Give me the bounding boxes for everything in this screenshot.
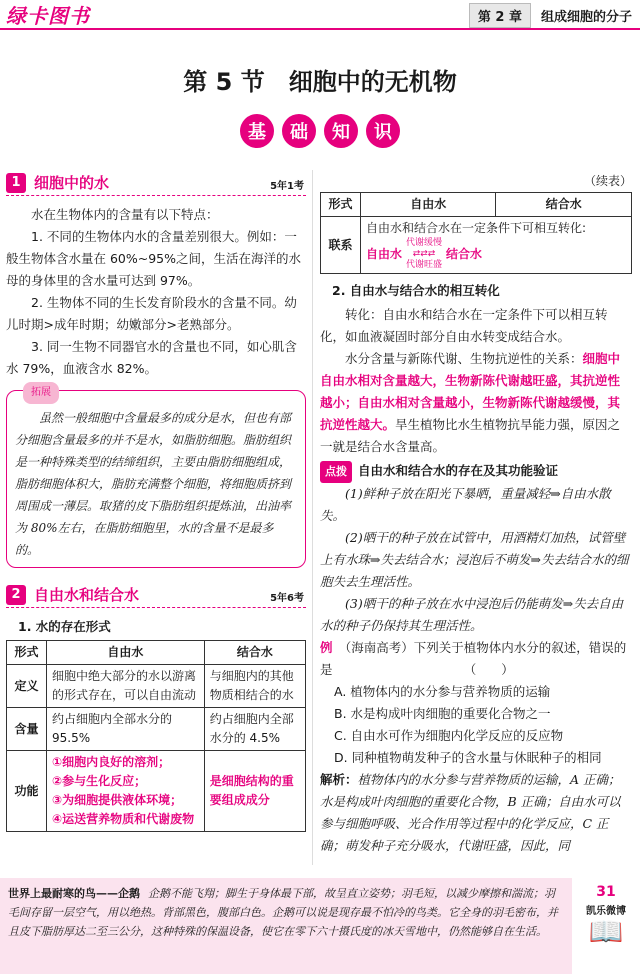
table-cell: 约占细胞内全部水分的 4.5% [204, 708, 305, 751]
chapter-name: 组成细胞的分子 [540, 9, 632, 25]
table-header-row [7, 641, 306, 665]
question-text: （海南高考）下列关于植物体内水分的叙述，错误的是 （ ） [320, 640, 627, 677]
table-cell [47, 751, 205, 832]
table-header: 形式 [321, 193, 361, 217]
section-number: 2 [6, 585, 26, 605]
fun-fact-footer [0, 878, 572, 974]
table-header: 形式 [7, 641, 47, 665]
table-row [321, 217, 632, 274]
extension-tag: 拓展 [23, 382, 59, 404]
example-question [320, 637, 632, 681]
water-forms-table [6, 640, 306, 832]
function-item: ②参与生化反应； [52, 774, 147, 788]
table-header: 自由水 [361, 193, 496, 217]
subheading: 2. 自由水与结合水的相互转化 [332, 283, 500, 298]
footer-text: 企鹅不能飞翔；脚生于身体最下部，故呈直立姿势；羽毛短，以减少摩擦和湍流；羽毛间存留一层空气，用以绝热。背部黑色，腹部白色。企鹅可以说是现存最不怕冷的鸟类。它全身的羽毛密布，并且皮下脂肪厚达二至三公分，这种特殊的保温设备，使它在零下六十摄氏度的冰天雪地中，仍然能够自在生活。 [8, 887, 558, 938]
table-header-row [321, 193, 632, 217]
continued-label: （续表） [583, 174, 632, 188]
page-header [0, 0, 640, 30]
section-title: 细胞中的水 [34, 173, 110, 192]
paragraph: 3. 同一生物不同器官水的含量也不同，如心肌含水 79%，血液含水 82%。 [6, 339, 297, 376]
tip-title: 自由水和结合水的存在及其功能验证 [358, 463, 559, 478]
chapter-info [469, 2, 632, 28]
page-number-area [578, 884, 634, 947]
table-header: 结合水 [204, 641, 305, 665]
publisher-brand: 绿卡图书 [6, 4, 90, 28]
exam-frequency: 5年1考 [270, 181, 304, 192]
table-row [7, 665, 306, 708]
section-number: 1 [6, 173, 26, 193]
row-label: 联系 [321, 217, 361, 274]
exam-frequency: 5年6考 [270, 593, 304, 604]
paragraph-lead: 水分含量与新陈代谢、生物抗逆性的关系： [345, 351, 583, 366]
double-arrow-icon: ⇄⇄⇄ [412, 249, 436, 259]
right-column [320, 170, 632, 857]
paragraph [320, 348, 632, 458]
footer-brand: 凯乐微博 [586, 906, 626, 917]
experiment-item: (1)鲜种子放在阳光下暴晒，重量减轻⇒自由水散失。 [320, 486, 611, 523]
table-row [7, 751, 306, 832]
row-label: 定义 [7, 665, 47, 708]
table-cell: 是细胞结构的重要组成成分 [204, 751, 305, 832]
key-point: 细胞中自由水相对含量越大，生物新陈代谢越旺盛，其抗逆性越小；自由水相对含量越小，生物新陈代谢越缓慢，其抗逆性越大。 [320, 351, 621, 432]
analysis-text: 植物体内的水分参与营养物质的运输，A 正确；水是构成叶肉细胞的重要化合物，B 正确；自由水可以参与细胞呼吸、光合作用等过程中的化学反应，C 正确；萌发种子充分吸水，代谢旺盛，因此，同 [320, 772, 621, 853]
arrow-bottom-label: 代谢旺盛 [406, 260, 443, 270]
conversion-diagram [366, 238, 626, 271]
basic-knowledge-banner [240, 114, 400, 148]
extension-box [6, 387, 306, 568]
table-cell: 与细胞内的其他物质相结合的水 [204, 665, 305, 708]
experiment-item: (2)晒干的种子放在试管中，用酒精灯加热，试管壁上有水珠⇒失去结合水；浸泡后不萌发⇒失去结合水的细胞失去生理活性。 [320, 530, 629, 589]
conversion-arrows [406, 238, 442, 271]
experiment-item: (3)晒干的种子放在水中浸泡后仍能萌发⇒失去自由水的种子仍保持其生理活性。 [320, 596, 624, 633]
paragraph: 水在生物体内的含量有以下特点： [31, 207, 219, 222]
free-water-label: 自由水 [366, 247, 403, 261]
banner-char: 识 [366, 114, 400, 148]
function-item: ①细胞内良好的溶剂； [52, 755, 171, 769]
column-divider [312, 170, 313, 865]
subheading: 1. 水的存在形式 [18, 619, 111, 634]
banner-char: 知 [324, 114, 358, 148]
table-cell: 细胞中绝大部分的水以游离的形式存在，可以自由流动 [47, 665, 205, 708]
continued-table [320, 192, 632, 274]
table-cell: 约占细胞内全部水分的 95.5% [47, 708, 205, 751]
paragraph: 转化：自由水和结合水在一定条件下可以相互转化，如血液凝固时部分自由水转变成结合水。 [320, 307, 608, 344]
example-label: 例 [320, 640, 333, 655]
function-item: ④运送营养物质和代谢废物 [52, 812, 195, 826]
table-header: 结合水 [496, 193, 632, 217]
row-label: 功能 [7, 751, 47, 832]
row-label: 含量 [7, 708, 47, 751]
section-title: 自由水和结合水 [34, 585, 140, 604]
paragraph: 1. 不同的生物体内水的含量差别很大。例如：一般生物体含水量在 60%~95%之间，生活在海洋的水母的身体里的含水量可达到 97%。 [6, 229, 302, 288]
tip-heading [320, 460, 632, 483]
bound-water-label: 结合水 [446, 247, 483, 261]
banner-char: 基 [240, 114, 274, 148]
chapter-number: 第 2 章 [469, 3, 531, 28]
function-item: ③为细胞提供液体环境； [52, 793, 183, 807]
page-title: 第 5 节 细胞中的无机物 [183, 68, 457, 96]
tip-tag: 点拨 [320, 461, 352, 483]
arrow-top-label: 代谢缓慢 [406, 238, 443, 248]
option-a: A. 植物体内的水分参与营养物质的运输 [334, 684, 551, 699]
table-cell [361, 217, 632, 274]
section-heading [6, 170, 306, 196]
banner-char: 础 [282, 114, 316, 148]
book-icon: 📖 [588, 915, 624, 948]
paragraph: 2. 生物体不同的生长发育阶段水的含量不同。幼儿时期>成年时期；幼嫩部分>老熟部分。 [6, 295, 297, 332]
paragraph-tail: 旱生植物比水生植物抗旱能力强，原因之一就是结合水含量高。 [320, 417, 621, 454]
link-text: 自由水和结合水在一定条件下可相互转化: [366, 221, 587, 235]
extension-text: 虽然一般细胞中含量最多的成分是水，但也有部分细胞含量最多的并不是水，如脂肪细胞。脂肪组织是一种特殊类型的结缔组织，主要由脂肪细胞组成，脂肪细胞体积大，脂肪充满整个细胞，将细胞质挤到周围成一薄层。取猪的皮下脂肪组织提炼油，出油率为 80%左右，在脂肪细胞里，水的含量不是最多的。 [15, 411, 292, 557]
footer-heading: 世界上最耐寒的鸟——企鹅 [8, 887, 140, 900]
table-header: 自由水 [47, 641, 205, 665]
option-b: B. 水是构成叶肉细胞的重要化合物之一 [334, 706, 551, 721]
answer-analysis [320, 769, 632, 857]
section-heading [6, 582, 306, 608]
table-row [7, 708, 306, 751]
option-c: C. 自由水可作为细胞内化学反应的反应物 [334, 728, 564, 743]
option-d: D. 同种植物萌发种子的含水量与休眠种子的相同 [334, 750, 602, 765]
page-number: 31 [596, 884, 616, 900]
left-column [6, 170, 306, 832]
analysis-label: 解析： [320, 772, 358, 787]
